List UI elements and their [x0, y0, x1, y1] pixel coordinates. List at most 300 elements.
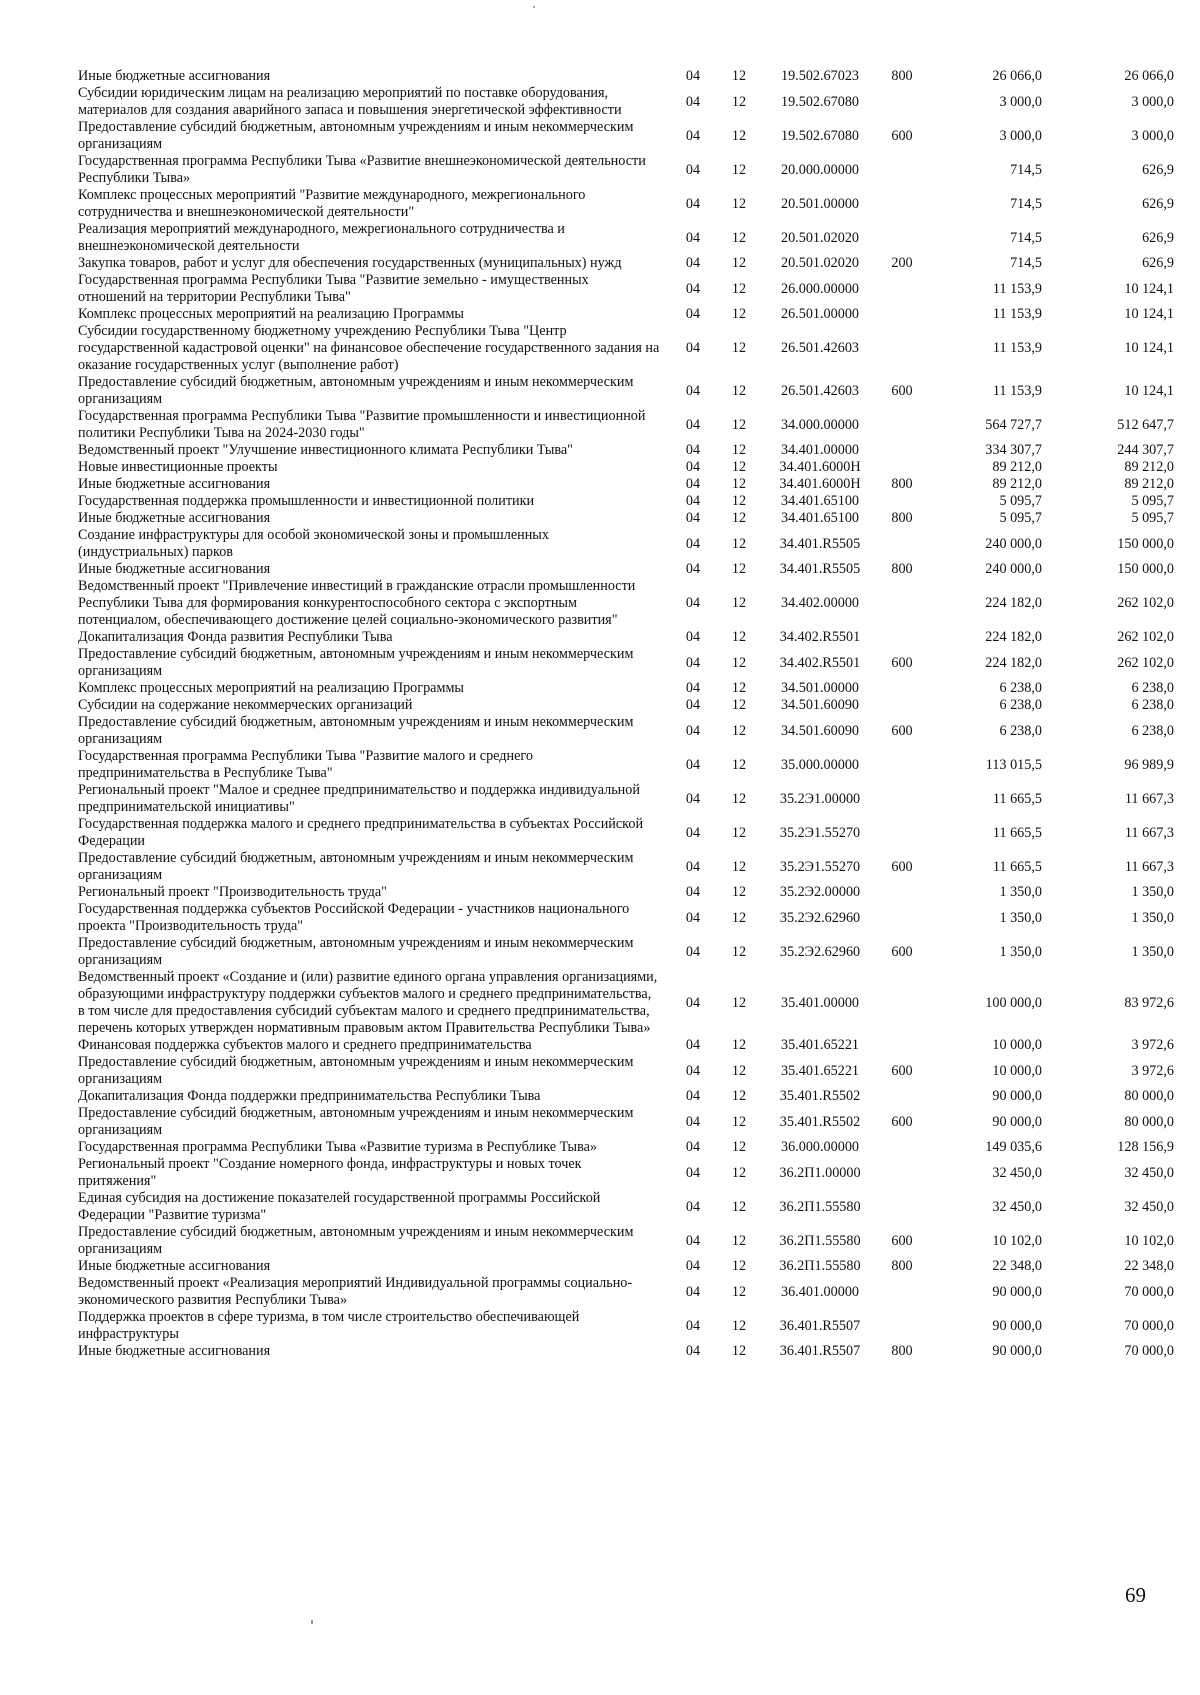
row-expense-type: 600	[891, 1062, 913, 1079]
row-expense-type	[880, 1309, 924, 1343]
row-amount-year1: 714,5	[1010, 161, 1042, 178]
row-amount-year1: 11 665,5	[992, 858, 1042, 875]
row-amount-year2: 10 124,1	[1124, 306, 1174, 322]
row-subsection: 12	[731, 994, 747, 1011]
row-subsection: 12	[731, 195, 747, 212]
row-amount-year2: 626,9	[1142, 195, 1174, 212]
table-row	[78, 1105, 1174, 1139]
row-amount-year2: 5 095,7	[1131, 493, 1174, 509]
row-amount-year1: 32 450,0	[992, 1198, 1042, 1215]
row-amount-year2: 626,9	[1142, 255, 1174, 271]
row-expense-type	[880, 901, 924, 935]
row-amount-year1: 32 450,0	[992, 1164, 1042, 1181]
row-amount-year1: 11 153,9	[992, 340, 1042, 356]
row-amount-year2: 10 102,0	[1124, 1232, 1174, 1249]
row-name: Комплекс процессных мероприятий на реализацию Программы	[78, 306, 464, 322]
row-section: 04	[685, 476, 701, 492]
table-row	[78, 629, 1174, 646]
row-amount-year2: 26 066,0	[1124, 68, 1174, 84]
row-subsection: 12	[731, 382, 747, 399]
row-name: Реализация мероприятий международного, межрегионального сотрудничества и внешнеэкономической деятельности	[78, 221, 565, 254]
row-subsection: 12	[731, 1232, 747, 1249]
row-name: Поддержка проектов в сфере туризма, в том числе строительство обеспечивающей инфраструктуры	[78, 1309, 580, 1342]
row-amount-year2: 150 000,0	[1117, 561, 1174, 577]
row-target-article: 20.000.00000	[780, 161, 860, 178]
row-section: 04	[685, 416, 701, 433]
table-row	[78, 1190, 1174, 1224]
row-amount-year1: 1 350,0	[999, 884, 1042, 900]
row-subsection: 12	[731, 824, 747, 841]
table-row	[78, 1309, 1174, 1343]
row-expense-type	[880, 884, 924, 901]
row-target-article: 19.502.67080	[780, 127, 860, 144]
row-amount-year2: 70 000,0	[1124, 1283, 1174, 1300]
row-amount-year1: 224 182,0	[985, 629, 1042, 645]
budget-table	[78, 68, 1174, 1360]
row-name: Иные бюджетные ассигнования	[78, 1258, 271, 1274]
row-subsection: 12	[731, 561, 747, 577]
table-row	[78, 1139, 1174, 1156]
row-name: Региональный проект "Создание номерного фонда, инфраструктуры и новых точек притяжения"	[78, 1156, 582, 1189]
row-amount-year2: 32 450,0	[1124, 1198, 1174, 1215]
row-amount-year2: 262 102,0	[1117, 595, 1174, 611]
table-row	[78, 85, 1174, 119]
row-target-article: 34.401.6000Н	[779, 476, 861, 492]
row-amount-year2: 22 348,0	[1124, 1258, 1174, 1274]
row-subsection: 12	[731, 161, 747, 178]
row-subsection: 12	[731, 493, 747, 509]
row-subsection: 12	[731, 127, 747, 144]
row-name: Финансовая поддержка субъектов малого и среднего предпринимательства	[78, 1037, 532, 1053]
table-row	[78, 901, 1174, 935]
table-row	[78, 816, 1174, 850]
row-name: Государственная поддержка малого и среднего предпринимательства в субъектах Российской Федерации	[78, 816, 644, 849]
row-amount-year2: 626,9	[1142, 229, 1174, 246]
row-subsection: 12	[731, 1088, 747, 1104]
row-amount-year1: 113 015,5	[985, 756, 1042, 773]
table-row	[78, 969, 1174, 1037]
row-section: 04	[685, 1088, 701, 1104]
row-name: Иные бюджетные ассигнования	[78, 1343, 271, 1359]
row-target-article: 34.402.R5501	[779, 629, 861, 645]
row-amount-year1: 89 212,0	[992, 476, 1042, 492]
row-amount-year1: 6 238,0	[999, 680, 1042, 696]
row-target-article: 35.2Э1.00000	[779, 790, 861, 807]
row-target-article: 34.401.65100	[780, 510, 860, 526]
row-name: Государственная поддержка субъектов Российской Федерации - участников национального проекта "Производительность труда"	[78, 901, 630, 934]
row-section: 04	[685, 1062, 701, 1079]
row-amount-year2: 6 238,0	[1131, 680, 1174, 696]
table-row	[78, 442, 1174, 459]
row-section: 04	[685, 93, 701, 110]
row-amount-year2: 11 667,3	[1124, 858, 1174, 875]
row-section: 04	[685, 535, 701, 552]
row-section: 04	[685, 510, 701, 526]
row-subsection: 12	[731, 442, 747, 458]
row-amount-year1: 90 000,0	[992, 1317, 1042, 1334]
row-expense-type: 800	[891, 476, 913, 492]
row-section: 04	[685, 756, 701, 773]
row-amount-year2: 80 000,0	[1124, 1088, 1174, 1104]
row-section: 04	[685, 994, 701, 1011]
row-target-article: 36.401.00000	[780, 1283, 860, 1300]
row-expense-type: 600	[891, 943, 913, 960]
scan-speck	[533, 6, 535, 8]
row-amount-year2: 128 156,9	[1117, 1139, 1174, 1155]
table-row	[78, 272, 1174, 306]
scan-speck	[311, 1620, 313, 1624]
row-amount-year1: 11 665,5	[992, 790, 1042, 807]
row-section: 04	[685, 1317, 701, 1334]
table-row	[78, 646, 1174, 680]
row-expense-type	[880, 408, 924, 442]
row-name: Ведомственный проект «Создание и (или) развитие единого органа управления организациями, образующими инфраструктуру поддержки субъектов малого и среднего предпринимательства, в том числе для предоставления субсидий субъектам малого и среднего предпринимательства, перечень которых утвержден нормативным правовым актом Правительства Республики Тыва»	[78, 969, 658, 1036]
row-target-article: 20.501.02020	[780, 255, 860, 271]
row-subsection: 12	[731, 595, 747, 611]
row-subsection: 12	[731, 1198, 747, 1215]
row-subsection: 12	[731, 255, 747, 271]
row-section: 04	[685, 1164, 701, 1181]
row-expense-type	[880, 1139, 924, 1156]
row-name: Ведомственный проект "Улучшение инвестиционного климата Республики Тыва"	[78, 442, 573, 458]
row-amount-year2: 512 647,7	[1117, 416, 1174, 433]
row-expense-type	[880, 153, 924, 187]
row-name: Иные бюджетные ассигнования	[78, 510, 271, 526]
row-target-article: 34.401.00000	[780, 442, 860, 458]
row-expense-type	[880, 1088, 924, 1105]
row-expense-type	[880, 782, 924, 816]
row-expense-type: 600	[891, 382, 913, 399]
row-expense-type: 800	[891, 1343, 913, 1359]
row-subsection: 12	[731, 943, 747, 960]
table-row	[78, 306, 1174, 323]
table-row	[78, 1156, 1174, 1190]
row-name: Закупка товаров, работ и услуг для обеспечения государственных (муниципальных) нужд	[78, 255, 622, 271]
row-amount-year2: 10 124,1	[1124, 280, 1174, 297]
row-section: 04	[685, 824, 701, 841]
row-name: Докапитализация Фонда поддержки предпринимательства Республики Тыва	[78, 1088, 541, 1104]
row-name: Единая субсидия на достижение показателей государственной программы Российской Федерации "Развитие туризма"	[78, 1190, 601, 1223]
row-subsection: 12	[731, 416, 747, 433]
row-section: 04	[685, 1139, 701, 1155]
row-target-article: 35.401.R5502	[779, 1113, 861, 1130]
row-expense-type: 800	[891, 561, 913, 577]
row-amount-year1: 564 727,7	[985, 416, 1042, 433]
row-name: Предоставление субсидий бюджетным, автономным учреждениям и иным некоммерческим организациям	[78, 1054, 634, 1087]
row-amount-year2: 70 000,0	[1124, 1343, 1174, 1359]
row-subsection: 12	[731, 1037, 747, 1053]
table-row	[78, 1224, 1174, 1258]
row-target-article: 19.502.67080	[780, 93, 860, 110]
row-amount-year1: 240 000,0	[985, 535, 1042, 552]
row-amount-year2: 3 000,0	[1131, 93, 1174, 110]
row-target-article: 36.2П1.00000	[779, 1164, 861, 1181]
row-name: Государственная программа Республики Тыва "Развитие малого и среднего предпринимательства в Республике Тыва"	[78, 748, 533, 781]
row-target-article: 26.501.42603	[780, 382, 860, 399]
row-section: 04	[685, 459, 701, 475]
row-target-article: 35.2Э1.55270	[779, 824, 861, 841]
row-name: Предоставление субсидий бюджетным, автономным учреждениям и иным некоммерческим организациям	[78, 119, 634, 152]
table-row	[78, 1054, 1174, 1088]
row-expense-type	[880, 306, 924, 323]
row-name: Предоставление субсидий бюджетным, автономным учреждениям и иным некоммерческим организациям	[78, 1224, 634, 1257]
row-amount-year2: 89 212,0	[1124, 476, 1174, 492]
row-section: 04	[685, 1283, 701, 1300]
table-row	[78, 850, 1174, 884]
row-amount-year1: 90 000,0	[992, 1343, 1042, 1359]
row-expense-type	[880, 527, 924, 561]
row-amount-year2: 11 667,3	[1124, 790, 1174, 807]
row-target-article: 26.501.42603	[780, 340, 860, 356]
row-name: Предоставление субсидий бюджетным, автономным учреждениям и иным некоммерческим организациям	[78, 850, 634, 883]
row-section: 04	[685, 493, 701, 509]
row-amount-year1: 334 307,7	[985, 442, 1042, 458]
row-subsection: 12	[731, 340, 747, 356]
row-target-article: 34.501.00000	[780, 680, 860, 696]
row-subsection: 12	[731, 680, 747, 696]
row-section: 04	[685, 790, 701, 807]
table-row	[78, 510, 1174, 527]
row-subsection: 12	[731, 722, 747, 739]
row-expense-type	[880, 969, 924, 1037]
row-section: 04	[685, 680, 701, 696]
row-name: Предоставление субсидий бюджетным, автономным учреждениям и иным некоммерческим организациям	[78, 1105, 634, 1138]
row-amount-year1: 26 066,0	[992, 68, 1042, 84]
row-expense-type: 600	[891, 1232, 913, 1249]
row-subsection: 12	[731, 654, 747, 671]
row-amount-year1: 89 212,0	[992, 459, 1042, 475]
row-amount-year2: 10 124,1	[1124, 382, 1174, 399]
row-expense-type	[880, 1037, 924, 1054]
row-amount-year1: 90 000,0	[992, 1088, 1042, 1104]
row-amount-year1: 11 153,9	[992, 382, 1042, 399]
row-name: Региональный проект "Малое и среднее предпринимательство и поддержка индивидуальной предпринимательской инициативы"	[78, 782, 640, 815]
row-name: Государственная программа Республики Тыва «Развитие внешнеэкономической деятельности Республики Тыва»	[78, 153, 646, 186]
row-expense-type	[880, 1275, 924, 1309]
row-expense-type	[880, 697, 924, 714]
row-amount-year2: 262 102,0	[1117, 654, 1174, 671]
table-row	[78, 1037, 1174, 1054]
row-expense-type	[880, 816, 924, 850]
table-row	[78, 748, 1174, 782]
row-amount-year2: 83 972,6	[1124, 994, 1174, 1011]
row-target-article: 35.2Э2.00000	[779, 884, 861, 900]
row-amount-year1: 1 350,0	[999, 909, 1042, 926]
row-amount-year1: 100 000,0	[985, 994, 1042, 1011]
row-amount-year1: 6 238,0	[999, 722, 1042, 739]
row-subsection: 12	[731, 1113, 747, 1130]
table-row	[78, 1088, 1174, 1105]
row-amount-year1: 3 000,0	[999, 127, 1042, 144]
table-row	[78, 884, 1174, 901]
row-subsection: 12	[731, 1317, 747, 1334]
row-name: Государственная программа Республики Тыва «Развитие туризма в Республике Тыва»	[78, 1139, 597, 1155]
table-row	[78, 561, 1174, 578]
row-name: Комплекс процессных мероприятий на реализацию Программы	[78, 680, 464, 696]
row-amount-year1: 5 095,7	[999, 510, 1042, 526]
row-subsection: 12	[731, 93, 747, 110]
row-amount-year1: 11 665,5	[992, 824, 1042, 841]
row-amount-year2: 262 102,0	[1117, 629, 1174, 645]
row-expense-type: 200	[891, 255, 913, 271]
row-section: 04	[685, 697, 701, 713]
row-amount-year2: 626,9	[1142, 161, 1174, 178]
table-row	[78, 1343, 1174, 1360]
table-row	[78, 476, 1174, 493]
row-target-article: 35.2Э1.55270	[779, 858, 861, 875]
row-target-article: 34.000.00000	[780, 416, 860, 433]
row-name: Предоставление субсидий бюджетным, автономным учреждениям и иным некоммерческим организациям	[78, 646, 634, 679]
row-name: Государственная программа Республики Тыва "Развитие земельно - имущественных отношений на территории Республики Тыва"	[78, 272, 589, 305]
row-amount-year2: 3 000,0	[1131, 127, 1174, 144]
row-name: Создание инфраструктуры для особой экономической зоны и промышленных (индустриальных) парков	[78, 527, 549, 560]
row-subsection: 12	[731, 1283, 747, 1300]
row-section: 04	[685, 1113, 701, 1130]
row-target-article: 26.000.00000	[780, 280, 860, 297]
row-expense-type: 600	[891, 722, 913, 739]
row-name: Комплекс процессных мероприятий "Развитие международного, межрегионального сотрудничества и внешнеэкономической деятельности"	[78, 187, 586, 220]
row-name: Субсидии на содержание некоммерческих организаций	[78, 697, 413, 713]
row-section: 04	[685, 629, 701, 645]
row-amount-year2: 70 000,0	[1124, 1317, 1174, 1334]
row-expense-type	[880, 1190, 924, 1224]
row-amount-year2: 10 124,1	[1124, 340, 1174, 356]
table-row	[78, 153, 1174, 187]
row-amount-year2: 11 667,3	[1124, 824, 1174, 841]
row-name: Ведомственный проект "Привлечение инвестиций в гражданские отрасли промышленности Республики Тыва для формирования конкурентоспособного сектора с экспортным потенциалом, обеспечивающего достижение целей социально-экономического развития"	[78, 578, 636, 628]
row-subsection: 12	[731, 280, 747, 297]
row-expense-type	[880, 272, 924, 306]
row-target-article: 34.401.6000Н	[779, 459, 861, 475]
row-amount-year1: 224 182,0	[985, 595, 1042, 611]
row-subsection: 12	[731, 476, 747, 492]
table-row	[78, 408, 1174, 442]
row-section: 04	[685, 909, 701, 926]
row-subsection: 12	[731, 510, 747, 526]
row-target-article: 34.402.00000	[780, 595, 860, 611]
row-subsection: 12	[731, 459, 747, 475]
row-section: 04	[685, 280, 701, 297]
row-section: 04	[685, 161, 701, 178]
row-amount-year1: 22 348,0	[992, 1258, 1042, 1274]
row-amount-year1: 90 000,0	[992, 1283, 1042, 1300]
table-row	[78, 714, 1174, 748]
row-subsection: 12	[731, 535, 747, 552]
row-section: 04	[685, 654, 701, 671]
row-name: Региональный проект "Производительность труда"	[78, 884, 387, 900]
row-subsection: 12	[731, 68, 747, 84]
row-target-article: 34.401.R5505	[779, 535, 861, 552]
row-amount-year1: 90 000,0	[992, 1113, 1042, 1130]
row-target-article: 36.401.R5507	[779, 1317, 861, 1334]
table-row	[78, 493, 1174, 510]
row-section: 04	[685, 127, 701, 144]
row-target-article: 35.401.65221	[780, 1062, 860, 1079]
row-subsection: 12	[731, 909, 747, 926]
row-subsection: 12	[731, 1062, 747, 1079]
row-amount-year1: 240 000,0	[985, 561, 1042, 577]
row-subsection: 12	[731, 756, 747, 773]
row-name: Предоставление субсидий бюджетным, автономным учреждениям и иным некоммерческим организациям	[78, 935, 634, 968]
row-expense-type	[880, 680, 924, 697]
row-amount-year1: 6 238,0	[999, 697, 1042, 713]
row-amount-year2: 1 350,0	[1131, 884, 1174, 900]
row-section: 04	[685, 1343, 701, 1359]
row-amount-year1: 11 153,9	[992, 280, 1042, 297]
row-amount-year1: 10 000,0	[992, 1062, 1042, 1079]
row-expense-type	[880, 187, 924, 221]
row-name: Государственная поддержка промышленности и инвестиционной политики	[78, 493, 535, 509]
row-name: Ведомственный проект «Реализация мероприятий Индивидуальной программы социально-экономического развития Республики Тыва»	[78, 1275, 633, 1308]
row-expense-type	[880, 221, 924, 255]
row-expense-type	[880, 85, 924, 119]
row-name: Иные бюджетные ассигнования	[78, 476, 271, 492]
row-amount-year2: 3 972,6	[1131, 1062, 1174, 1079]
row-name: Докапитализация Фонда развития Республики Тыва	[78, 629, 393, 645]
row-expense-type	[880, 629, 924, 646]
row-target-article: 35.000.00000	[780, 756, 860, 773]
row-target-article: 36.000.00000	[780, 1139, 860, 1155]
row-expense-type: 800	[891, 510, 913, 526]
row-name: Новые инвестиционные проекты	[78, 459, 278, 475]
row-target-article: 26.501.00000	[780, 306, 860, 322]
row-expense-type	[880, 493, 924, 510]
row-amount-year2: 1 350,0	[1131, 943, 1174, 960]
row-amount-year2: 96 989,9	[1124, 756, 1174, 773]
row-amount-year1: 149 035,6	[985, 1139, 1042, 1155]
table-row	[78, 221, 1174, 255]
row-target-article: 34.401.65100	[780, 493, 860, 509]
row-amount-year1: 5 095,7	[999, 493, 1042, 509]
row-subsection: 12	[731, 1164, 747, 1181]
row-expense-type	[880, 442, 924, 459]
row-section: 04	[685, 442, 701, 458]
row-amount-year2: 5 095,7	[1131, 510, 1174, 526]
row-section: 04	[685, 1037, 701, 1053]
row-section: 04	[685, 195, 701, 212]
row-section: 04	[685, 382, 701, 399]
row-subsection: 12	[731, 697, 747, 713]
row-subsection: 12	[731, 229, 747, 246]
row-amount-year1: 10 000,0	[992, 1037, 1042, 1053]
table-row	[78, 680, 1174, 697]
row-subsection: 12	[731, 884, 747, 900]
row-section: 04	[685, 255, 701, 271]
row-subsection: 12	[731, 306, 747, 322]
row-target-article: 34.501.60090	[780, 722, 860, 739]
row-section: 04	[685, 595, 701, 611]
row-target-article: 36.401.R5507	[779, 1343, 861, 1359]
row-subsection: 12	[731, 1343, 747, 1359]
row-section: 04	[685, 884, 701, 900]
table-row	[78, 255, 1174, 272]
row-name: Государственная программа Республики Тыва "Развитие промышленности и инвестиционной политики Республики Тыва на 2024-2030 годы"	[78, 408, 646, 441]
table-row	[78, 782, 1174, 816]
row-section: 04	[685, 1258, 701, 1274]
row-target-article: 36.2П1.55580	[779, 1232, 861, 1249]
row-expense-type: 600	[891, 858, 913, 875]
row-section: 04	[685, 68, 701, 84]
row-amount-year2: 6 238,0	[1131, 697, 1174, 713]
row-target-article: 35.401.65221	[780, 1037, 860, 1053]
row-amount-year2: 3 972,6	[1131, 1037, 1174, 1053]
row-target-article: 20.501.00000	[780, 195, 860, 212]
row-amount-year2: 32 450,0	[1124, 1164, 1174, 1181]
row-expense-type	[880, 459, 924, 476]
table-row	[78, 187, 1174, 221]
row-name: Предоставление субсидий бюджетным, автономным учреждениям и иным некоммерческим организациям	[78, 714, 634, 747]
row-amount-year1: 10 102,0	[992, 1232, 1042, 1249]
